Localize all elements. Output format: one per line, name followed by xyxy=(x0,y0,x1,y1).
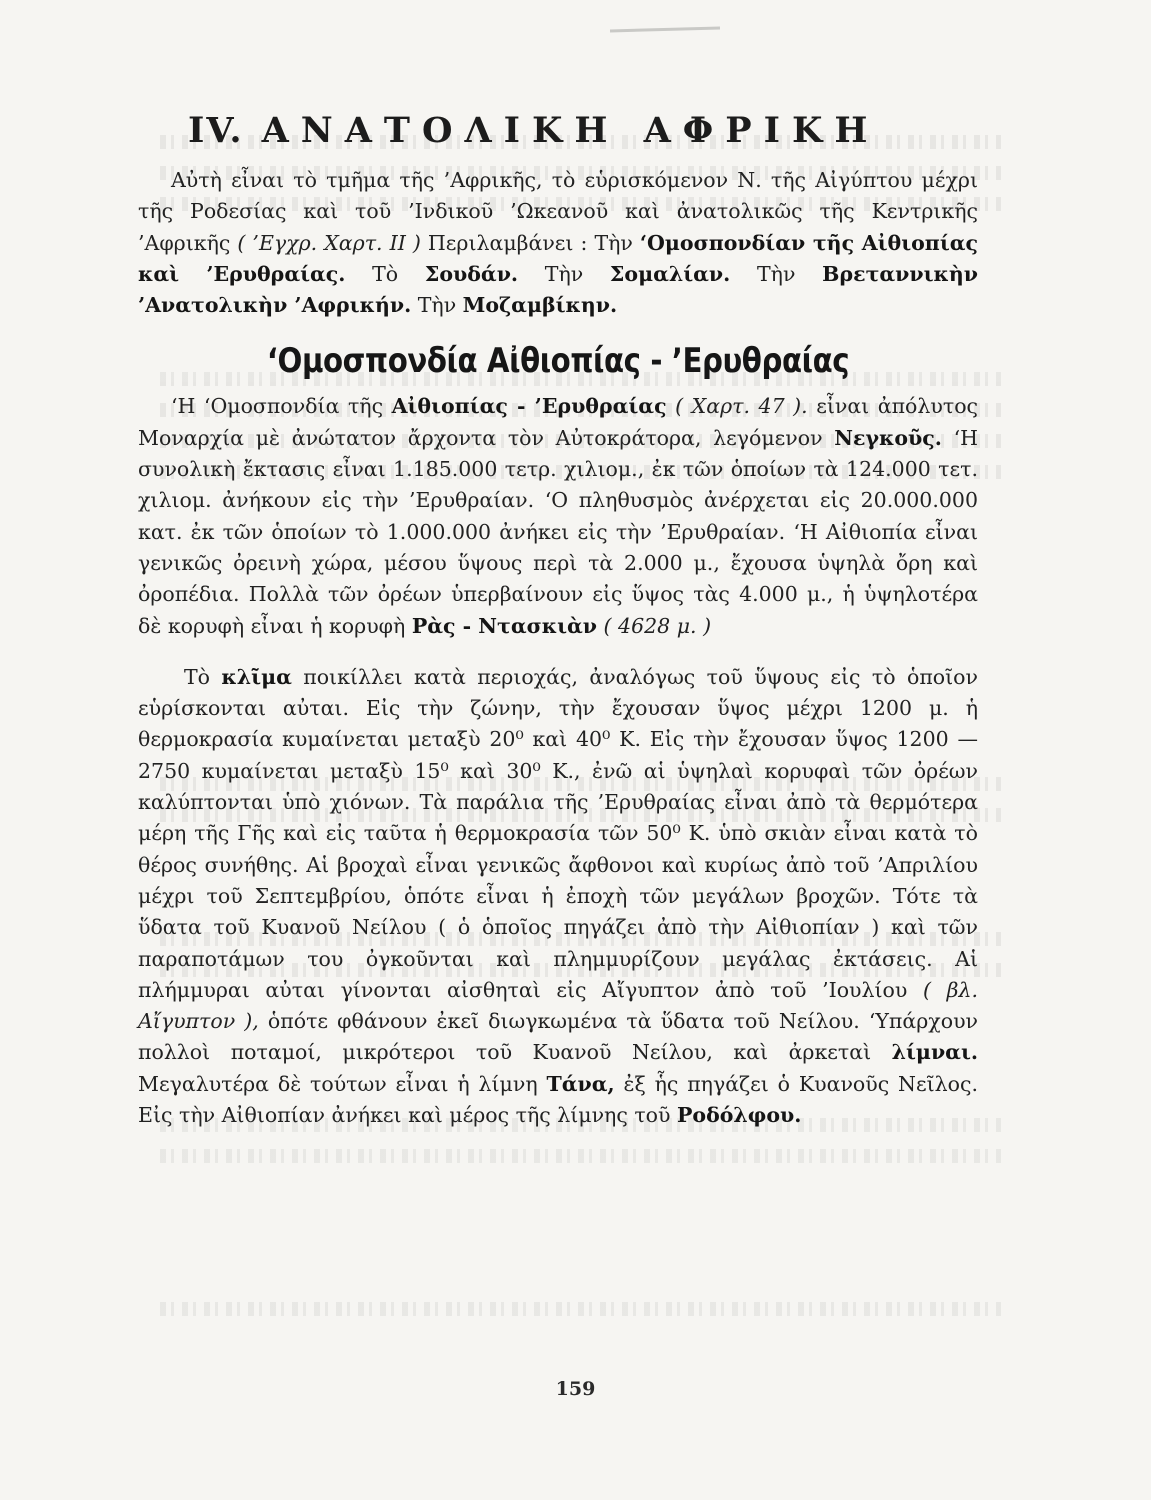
page-number: 159 xyxy=(555,1378,596,1400)
bold-term: λίμναι. xyxy=(891,1040,978,1065)
map-reference: ( ’Εγχρ. Χαρτ. ΙΙ ) xyxy=(237,230,421,255)
region-ethiopia-eritrea: ‘Ομοσπονδίαν τῆς Αἰθιοπίας καὶ ’Ερυθραίας. xyxy=(138,230,978,286)
region-somalia: Σομαλίαν. xyxy=(609,261,731,286)
intro-text: Αὐτὴ εἶναι τὸ τμῆμα τῆς ’Αφρικῆς, τὸ εὑρισκόμενον Ν. τῆς Αἰγύπτου μέχρι τῆς Ροδεσίας καὶ τοῦ ’Ινδικοῦ ’Ωκεανοῦ καὶ ἀνατολικῶς τῆς Κεντρικῆς ’Αφρικῆς xyxy=(138,168,978,255)
cross-reference: ( βλ. Αἴγυπτον ), xyxy=(138,977,979,1034)
region-sudan: Σουδάν. xyxy=(424,261,519,286)
map-reference: ( Χαρτ. 47 ). xyxy=(666,394,808,419)
paragraph-government-geography xyxy=(138,391,978,641)
paragraph-text: ἐξ ἧς πηγάζει ὁ Κυανοῦς Νεῖλος. Εἰς τὴν Αἰθιοπίαν ἀνήκει καὶ μέρος τῆς λίμνης τοῦ xyxy=(138,1071,978,1128)
paragraph-text: ‘Η ‘Ομοσπονδία τῆς xyxy=(171,394,392,419)
bold-term: Αἰθιοπίας - ’Ερυθραίας xyxy=(391,394,667,419)
chapter-name: ΑΝΑΤΟΛΙΚΗ ΑΦΡΙΚΗ xyxy=(261,110,880,151)
intro-paragraph xyxy=(138,165,978,321)
section-heading: ‘Ομοσπονδία Αἰθιοπίας - ’Ερυθραίας xyxy=(266,341,850,382)
height-reference: ( 4628 μ. ) xyxy=(597,613,712,638)
region-british-east-africa: Βρεταννικὴν ’Ανατολικὴν ’Αφρικήν. xyxy=(138,261,978,318)
intro-text: Περιλαμβάνει : Τὴν xyxy=(420,230,640,255)
intro-text: Τὴν xyxy=(518,261,610,286)
bold-term: Ρὰς - Ντασκιὰν xyxy=(411,613,597,638)
bold-term: Τάνα, xyxy=(546,1071,615,1096)
paragraph-text: ὁπότε φθάνουν ἐκεῖ διωγκωμένα τὰ ὕδατα τοῦ Νείλου. ‘Υπάρχουν πολλοὶ ποταμοί, μικρότεροι τοῦ Κυανοῦ Νείλου, καὶ ἀρκεταὶ xyxy=(138,1009,978,1065)
chapter-title xyxy=(188,110,978,151)
paragraph-text: ‘Η συνολικὴ ἔκτασις εἶναι 1.185.000 τετρ. χιλιομ., ἐκ τῶν ὁποίων τὰ 124.000 τετ. χιλιομ. ἀνήκουν εἰς τὴν ’Ερυθραίαν. ‘Ο πληθυσμὸς ἀνέρχεται εἰς 20.000.000 κατ. ἐκ τῶν ὁποίων τὸ 1.000.000 ἀνήκει εἰς τὴν ’Ερυθραίαν. ‘Η Αἰθιοπία εἶναι γενικῶς ὀρεινὴ χώρα, μέσου ὕψους περὶ τὰ 2.000 μ., ἔχουσα ὑψηλὰ ὄρη καὶ ὀροπέδια. Πολλὰ τῶν ὀρέων ὑπερβαίνουν εἰς ὕψος τὰς 4.000 μ., ἡ ὑψηλοτέρα δὲ κορυφὴ εἶναι ἡ κορυφὴ xyxy=(138,425,978,638)
paragraph-text: εἶναι ἀπόλυτος Μοναρχία μὲ ἀνώτατον ἄρχοντα τὸν Αὐτοκράτορα, λεγόμενον xyxy=(138,394,979,450)
region-mozambique: Μοζαμβίκην. xyxy=(462,293,618,318)
chapter-number: IV. xyxy=(188,110,244,151)
text-column xyxy=(138,110,978,1131)
bold-term: Ροδόλφου. xyxy=(677,1103,802,1128)
intro-text: Τὸ xyxy=(345,261,425,286)
paragraph-text: ποικίλλει κατὰ περιοχάς, ἀναλόγως τοῦ ὕψους εἰς τὸ ὁποῖον εὑρίσκονται αὐται. Εἰς τὴν ζώνην, τὴν ἔχουσαν ὕψος μέχρι 1200 μ. ἡ θερμοκρασία κυμαίνεται μεταξὺ 20⁰ καὶ 40⁰ Κ. Εἰς τὴν ἔχουσαν ὕψος 1200 — 2750 κυμαίνεται μεταξὺ 15⁰ καὶ 30⁰ Κ., ἐνῶ αἱ ὑψηλαὶ κορυφαὶ τῶν ὀρέων καλύπτονται ὑπὸ χιόνων. Τὰ παράλια τῆς ’Ερυθραίας εἶναι ἀπὸ τὰ θερμότερα μέρη τῆς Γῆς καὶ εἰς ταῦτα ἡ θερμοκρασία τῶν 50⁰ Κ. ὑπὸ σκιὰν εἶναι κατὰ τὸ θέρος συνήθης. Αἱ βροχαὶ εἶναι γενικῶς ἄφθονοι καὶ κυρίως ἀπὸ τοῦ ’Απριλίου μέχρι τοῦ Σεπτεμβρίου, ὁπότε εἶναι ἡ ἐποχὴ τῶν μεγάλων βροχῶν. Τότε τὰ ὕδατα τοῦ Κυανοῦ Νείλου ( ὁ ὁποῖος πηγάζει ἀπὸ τὴν Αἰθιοπίαν ) καὶ τῶν παραποτάμων του ὀγκοῦνται καὶ πλημμυρίζουν μεγάλας ἐκτάσεις. Αἱ πλήμμυραι αὐται γίνονται αἰσθηταὶ εἰς Αἴγυπτον ἀπὸ τοῦ ’Ιουλίου xyxy=(138,664,978,1002)
intro-text: Τὴν xyxy=(730,261,823,286)
paragraph-climate xyxy=(138,662,978,1131)
bold-term: κλῖμα xyxy=(221,664,292,689)
paragraph-text: Μεγαλυτέρα δὲ τούτων εἶναι ἡ λίμνη xyxy=(138,1071,547,1096)
paragraph-text: Τὸ xyxy=(184,664,222,689)
scan-artifact xyxy=(610,27,720,33)
intro-text: Τὴν xyxy=(411,293,463,318)
bold-term: Νεγκοῦς. xyxy=(834,425,942,450)
